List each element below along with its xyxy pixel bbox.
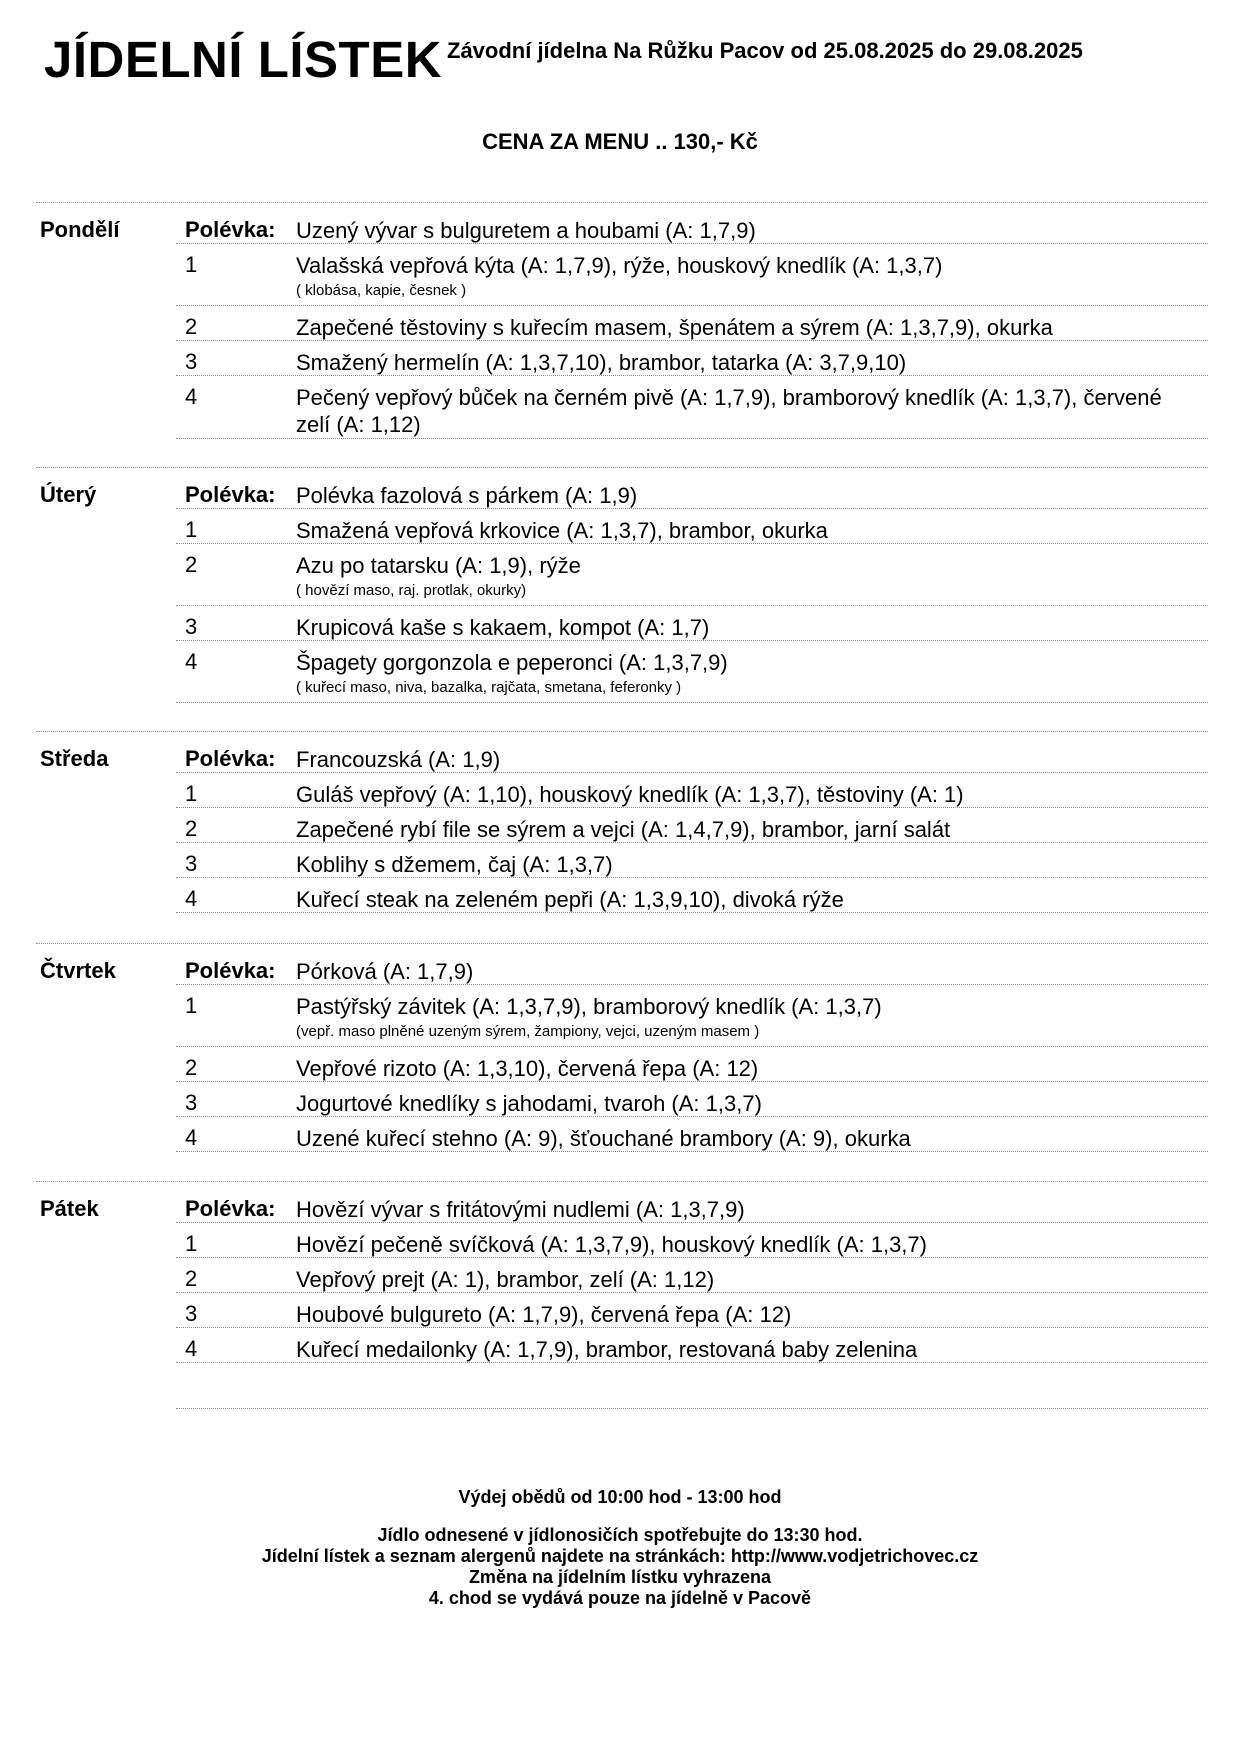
dish-number: 1 [185, 781, 198, 806]
day-name: Čtvrtek [40, 958, 116, 983]
soup-name: Francouzská (A: 1,9) [296, 747, 501, 772]
row-separator [176, 243, 1208, 244]
footer-note: Jídlo odnesené v jídlonosičích spotřebujte do 13:30 hod. [377, 1525, 863, 1545]
dish-name: Špagety gorgonzola e peperonci (A: 1,3,7,9) [296, 650, 728, 675]
dish-number: 4 [185, 1336, 198, 1361]
soup-name: Polévka fazolová s párkem (A: 1,9) [296, 483, 638, 508]
row-separator [176, 340, 1208, 341]
dish-number: 2 [185, 816, 198, 841]
soup-label: Polévka: [185, 746, 276, 771]
soup-name: Pórková (A: 1,7,9) [296, 959, 474, 984]
day-separator [36, 731, 1208, 732]
row-separator [176, 1151, 1208, 1152]
dish-number: 4 [185, 384, 198, 409]
row-separator [176, 640, 1208, 641]
page-title: JÍDELNÍ LÍSTEK [44, 31, 443, 88]
row-separator [176, 807, 1208, 808]
row-separator [176, 912, 1208, 913]
soup-name: Uzený vývar s bulguretem a houbami (A: 1,7,9) [296, 218, 756, 243]
dish-name: Koblihy s džemem, čaj (A: 1,3,7) [296, 852, 613, 877]
row-separator [176, 1362, 1208, 1363]
dish-ingredients-note: ( kuřecí maso, niva, bazalka, rajčata, smetana, feferonky ) [296, 679, 682, 696]
dish-number: 1 [185, 252, 198, 277]
dish-name: Kuřecí medailonky (A: 1,7,9), brambor, restovaná baby zelenina [296, 1337, 918, 1362]
row-separator [176, 543, 1208, 544]
footer-notes [0, 1525, 1240, 1609]
row-separator [176, 1081, 1208, 1082]
footer-note: Jídelní lístek a seznam alergenů najdete na stránkách: http://www.vodjetrichovec.cz [261, 1546, 979, 1566]
dish-number: 3 [185, 1301, 198, 1326]
soup-label: Polévka: [185, 482, 276, 507]
dish-name: Guláš vepřový (A: 1,10), houskový knedlík (A: 1,3,7), těstoviny (A: 1) [296, 782, 964, 807]
row-separator [176, 508, 1208, 509]
dish-number: 3 [185, 1090, 198, 1115]
row-separator [176, 772, 1208, 773]
day-name: Středa [40, 746, 109, 771]
row-separator [176, 842, 1208, 843]
row-separator [176, 1116, 1208, 1117]
serving-hours: Výdej obědů od 10:00 hod - 13:00 hod [458, 1487, 782, 1507]
dish-number: 4 [185, 649, 198, 674]
dish-name: Zapečené rybí file se sýrem a vejci (A: 1,4,7,9), brambor, jarní salát [296, 817, 951, 842]
dish-number: 1 [185, 1231, 198, 1256]
dish-name: Valašská vepřová kýta (A: 1,7,9), rýže, houskový knedlík (A: 1,3,7) [296, 253, 943, 278]
row-separator [176, 877, 1208, 878]
row-separator [176, 438, 1208, 439]
dish-number: 1 [185, 517, 198, 542]
row-separator [176, 1292, 1208, 1293]
dish-ingredients-note: ( klobása, kapie, česnek ) [296, 282, 467, 299]
dish-number: 1 [185, 993, 198, 1018]
row-separator [176, 1327, 1208, 1328]
row-separator [176, 1046, 1208, 1047]
dish-name: Krupicová kaše s kakaem, kompot (A: 1,7) [296, 615, 710, 640]
dish-number: 2 [185, 1266, 198, 1291]
day-separator [36, 467, 1208, 468]
dish-name: Smažený hermelín (A: 1,3,7,10), brambor, tatarka (A: 3,7,9,10) [296, 350, 907, 375]
row-separator [176, 702, 1208, 703]
row-separator [176, 1408, 1208, 1409]
dish-name: Smažená vepřová krkovice (A: 1,3,7), brambor, okurka [296, 518, 828, 543]
dish-name: Azu po tatarsku (A: 1,9), rýže [296, 553, 581, 578]
dish-number: 2 [185, 314, 198, 339]
row-separator [176, 605, 1208, 606]
dish-name: Pastýřský závitek (A: 1,3,7,9), bramborový knedlík (A: 1,3,7) [296, 994, 882, 1019]
soup-name: Hovězí vývar s fritátovými nudlemi (A: 1,3,7,9) [296, 1197, 745, 1222]
footer-note: Změna na jídelním lístku vyhrazena [468, 1567, 772, 1587]
dish-name: Jogurtové knedlíky s jahodami, tvaroh (A: 1,3,7) [296, 1091, 762, 1116]
row-separator [176, 1257, 1208, 1258]
dish-number: 4 [185, 886, 198, 911]
dish-name: Houbové bulgureto (A: 1,7,9), červená řepa (A: 12) [296, 1302, 792, 1327]
dish-name: Kuřecí steak na zeleném pepři (A: 1,3,9,10), divoká rýže [296, 887, 844, 912]
dish-ingredients-note: (vepř. maso plněné uzeným sýrem, žampiony, vejci, uzeným masem ) [296, 1023, 760, 1040]
dish-name: Vepřové rizoto (A: 1,3,10), červená řepa (A: 12) [296, 1056, 759, 1081]
day-name: Úterý [40, 482, 97, 507]
day-separator [36, 202, 1208, 203]
dish-number: 2 [185, 1055, 198, 1080]
canteen-and-date-range: Závodní jídelna Na Růžku Pacov od 25.08.2025 do 29.08.2025 [447, 38, 1083, 63]
dish-name: Uzené kuřecí stehno (A: 9), šťouchané brambory (A: 9), okurka [296, 1126, 911, 1151]
day-separator [36, 1181, 1208, 1182]
soup-label: Polévka: [185, 958, 276, 983]
row-separator [176, 1222, 1208, 1223]
footer-serving-hours [0, 1487, 1240, 1508]
soup-label: Polévka: [185, 217, 276, 242]
footer-note: 4. chod se vydává pouze na jídelně v Pacově [428, 1588, 812, 1608]
dish-name: Vepřový prejt (A: 1), brambor, zelí (A: 1,12) [296, 1267, 715, 1292]
dish-number: 4 [185, 1125, 198, 1150]
row-separator [176, 984, 1208, 985]
dish-number: 2 [185, 552, 198, 577]
row-separator [176, 305, 1208, 306]
dish-name: Zapečené těstoviny s kuřecím masem, špenátem a sýrem (A: 1,3,7,9), okurka [296, 315, 1053, 340]
dish-number: 3 [185, 349, 198, 374]
soup-label: Polévka: [185, 1196, 276, 1221]
day-name: Pátek [40, 1196, 99, 1221]
day-separator [36, 943, 1208, 944]
dish-number: 3 [185, 614, 198, 639]
dish-ingredients-note: ( hovězí maso, raj. protlak, okurky) [296, 582, 527, 599]
dish-name: Pečený vepřový bůček na černém pivě (A: 1,7,9), bramborový knedlík (A: 1,3,7), červené zelí (A: 1,12) [296, 385, 1162, 437]
day-name: Pondělí [40, 217, 120, 242]
dish-name: Hovězí pečeně svíčková (A: 1,3,7,9), houskový knedlík (A: 1,3,7) [296, 1232, 927, 1257]
dish-number: 3 [185, 851, 198, 876]
row-separator [176, 375, 1208, 376]
menu-price: CENA ZA MENU .. 130,- Kč [482, 129, 758, 154]
